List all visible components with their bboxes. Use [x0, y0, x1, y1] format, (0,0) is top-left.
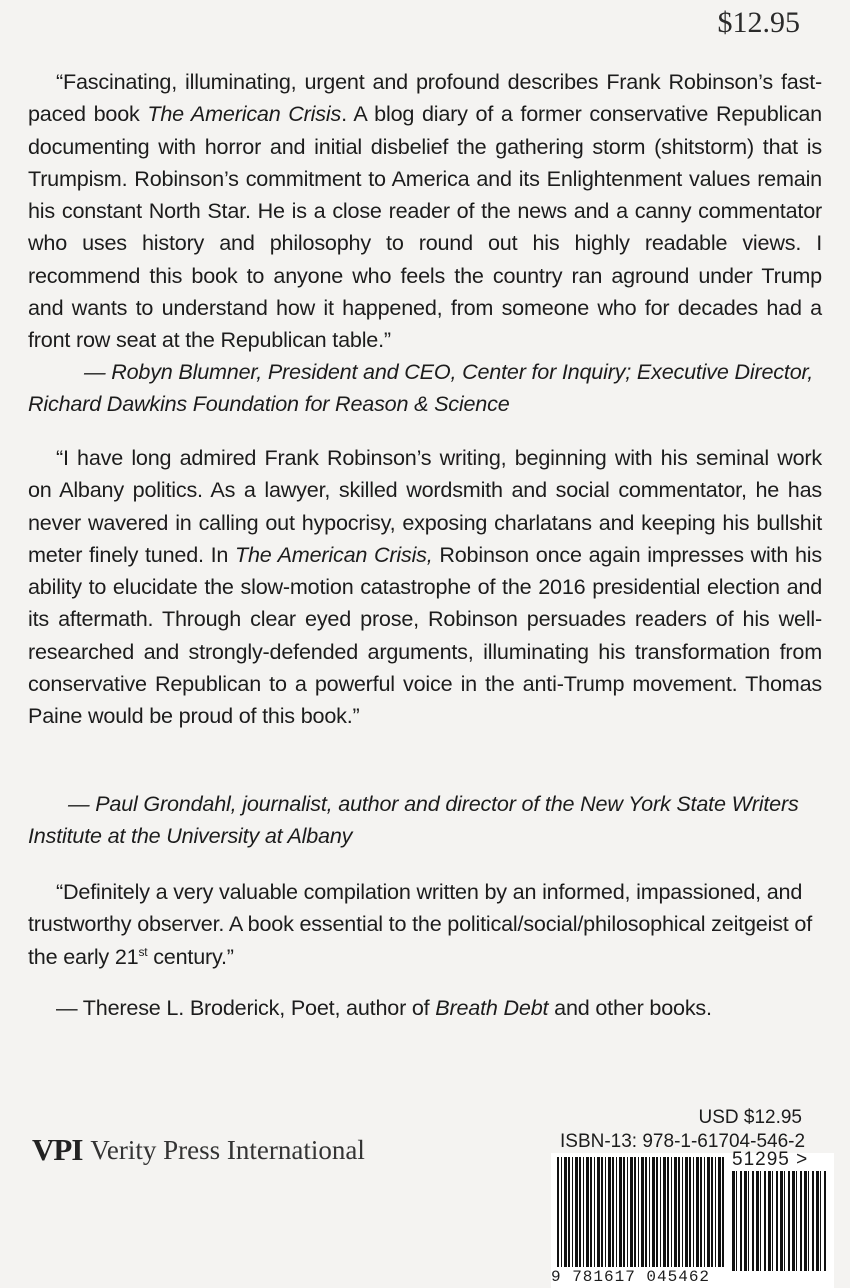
- quote-text: “Fascinating, illuminating, urgent and profound describes Frank Robinson’s fast-paced book: [28, 69, 822, 127]
- blurb-quote-2: [28, 442, 822, 733]
- quote-text: Robinson once again impresses with his ability to elucidate the slow-motion catastrophe of the 2016 presidential election and its aftermath. Through clear eyed prose, Robinson persuades readers of his well-researched and strongly-defended arguments, illuminating his transformation from conservative Republican to a powerful voice in the anti-Trump movement. Thomas Paine would be proud of this book.”: [28, 541, 822, 729]
- book-title: The American Crisis,: [235, 541, 433, 567]
- quote-text: “I have long admired Frank Robinson’s writing, beginning with his seminal work on Albany politics. As a lawyer, skilled wordsmith and social commentator, he has never wavered in calling out hypocrisy, exposing charlatans and keeping his bullshit meter finely tuned. In: [28, 445, 822, 567]
- isbn-number: ISBN-13: 978-1-61704-546-2: [560, 1131, 806, 1152]
- price-addon-bars: [732, 1171, 828, 1271]
- ean-barcode-bars: [557, 1157, 724, 1267]
- barcode: [551, 1149, 834, 1288]
- quote-text: century.”: [147, 943, 234, 969]
- cover-price: $12.95: [717, 6, 800, 39]
- addon-digits: 51295 >: [732, 1149, 809, 1170]
- blurb-attribution-2: — Paul Grondahl, journalist, author and director of the New York State Writers Institute at the University at Albany: [28, 791, 799, 849]
- quote-text: . A blog diary of a former conservative Republican documenting with horror and initial disbelief the gathering storm (shitstorm) that is Trumpism. Robinson’s commitment to America and its Enlightenment values remain his constant North Star. He is a close reader of the news and a canny commentator who uses history and philosophy to round out his highly readable views. I recommend this book to anyone who feels the country ran aground under Trump and wants to understand how it happened, from someone who for decades had a front row seat at the Republican table.”: [28, 101, 822, 353]
- ean-digits: 9 781617 045462: [551, 1268, 711, 1286]
- ordinal-suffix: st: [138, 944, 148, 959]
- publisher-block: [32, 1132, 365, 1168]
- attribution-text: — Therese L. Broderick, Poet, author of: [56, 995, 436, 1020]
- publisher-name: Verity Press International: [90, 1134, 365, 1165]
- blurb-quote-1: [28, 66, 822, 357]
- publisher-logo: VPI: [32, 1132, 83, 1167]
- blurb-attribution-1: — Robyn Blumner, President and CEO, Center for Inquiry; Executive Director, Richard Dawkins Foundation for Reason & Science: [28, 359, 814, 417]
- usd-price: USD $12.95: [698, 1107, 802, 1128]
- quote-text: “Definitely a very valuable compilation written by an informed, impassioned, and trustworthy observer. A book essential to the political/social/philosophical zeitgeist of the early 21: [28, 879, 813, 969]
- book-title: Breath Debt: [435, 995, 549, 1020]
- attribution-text: and other books.: [548, 995, 712, 1020]
- book-title: The American Crisis: [147, 101, 342, 127]
- blurb-attribution-3: [28, 992, 822, 1024]
- blurb-quote-3: [28, 876, 822, 973]
